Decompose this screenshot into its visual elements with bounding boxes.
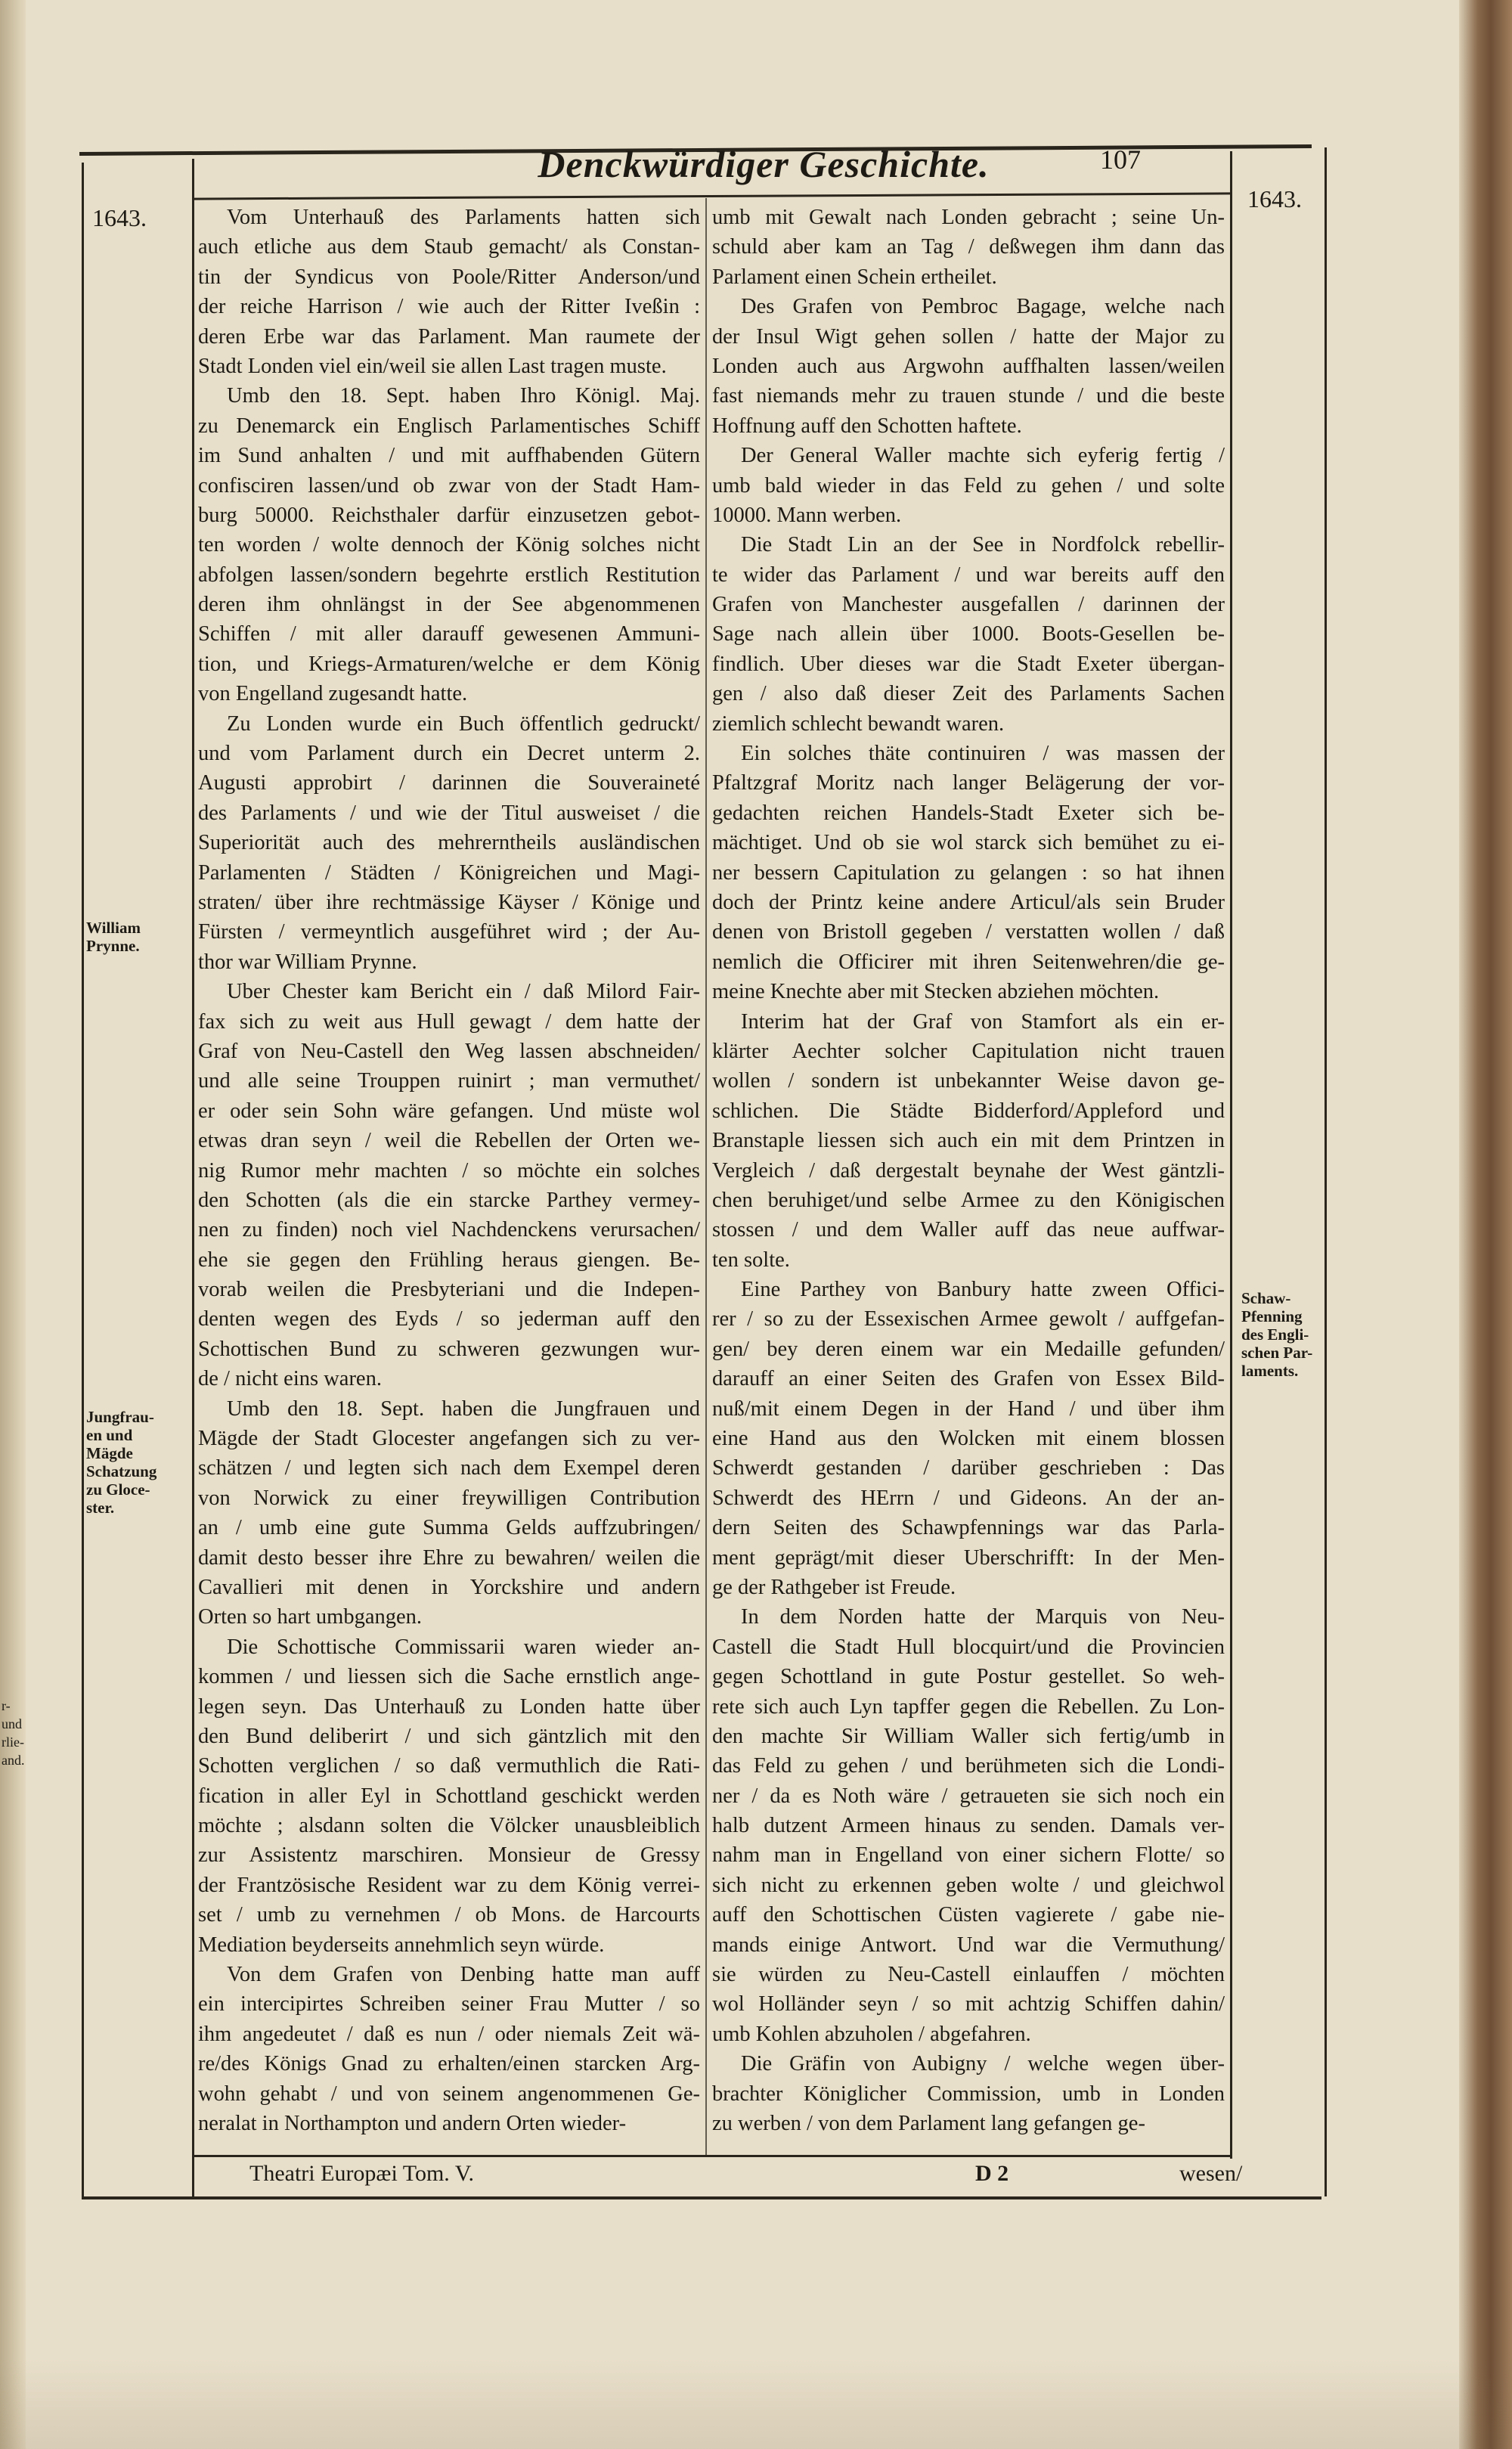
left-text-column [198,203,700,2138]
text-line: gen/ bey deren einem war ein Medaille gefunden/ [712,1337,1225,1361]
text-line: nig Rumor mehr machten / so möchte ein solches [198,1158,700,1183]
text-line: klärter Aechter solcher Capitulation nicht trauen [712,1039,1225,1063]
text-line: tin der Syndicus von Poole/Ritter Anderson/und [198,265,700,289]
text-line: Fürsten / vermeyntlich ausgeführet wird ; der Au- [198,920,700,944]
text-line: ten worden / wolte dennoch der König solches nicht [198,533,700,557]
text-line: Stadt Londen viel ein/weil sie allen Last tragen muste. [198,354,667,378]
note-line: laments. [1241,1362,1299,1380]
text-line: Schiffen / mit aller darauff gewesenen Ammuni- [198,622,700,646]
text-line: damit desto besser ihre Ehre zu bewahren/ weilen die [198,1545,700,1570]
text-line: ner / da es Noth wäre / getraueten sie sich noch ein [712,1784,1225,1808]
text-line: nahm man in Engelland von einer sichern Flotte/ so [712,1843,1225,1868]
text-line: Mediation beyderseits annehmlich seyn würde. [198,1933,605,1957]
text-line: Schottischen Bund zu schweren gezwungen wur- [198,1337,700,1361]
text-line: doch der Printz keine andere Articul/als sein Bruder [712,890,1225,914]
note-line: schen Par- [1241,1344,1313,1362]
text-line: an / umb eine gute Summa Gelds auffzubringen/ [198,1516,700,1540]
text-line: burg 50000. Reichsthaler darfür einzusetzen gebot- [198,503,700,527]
text-line: Parlamenten / Städten / Königreichen und Magi- [198,860,700,885]
text-line: Interim hat der Graf von Stamfort als ein er- [741,1009,1225,1034]
text-line: straten/ über ihre rechtmässige Käyser / Könige und [198,890,700,914]
right-text-column [712,203,1225,2138]
text-line: ihm angedeutet / daß es nun / oder niemals Zeit wä- [198,2022,700,2046]
text-line: fax sich zu weit aus Hull gewagt / dem hatte der [198,1009,700,1034]
note-line: Schatzung [86,1462,157,1480]
text-line: darauff an einer Seiten des Grafen von Essex Bild- [712,1367,1225,1391]
text-line: fast niemands mehr zu trauen stunde / und die beste [712,384,1225,408]
text-line: Hoffnung auff den Schotten haftete. [712,414,1022,438]
text-line: auch etliche aus dem Staub gemacht/ als Constan- [198,235,700,259]
text-line: der Frantzösische Resident war zu dem König verrei- [198,1873,700,1897]
footer-bottom-rule [82,2196,1321,2199]
text-line: ein intercipirtes Schreiben seiner Frau Mutter / so [198,1992,700,2017]
text-line: stossen / und dem Waller auff das neue auffwar- [712,1218,1225,1242]
text-line: eine Hand aus den Wolcken mit einem blossen [712,1427,1225,1451]
text-line: wol Holländer seyn / so mit achtzig Schiffen dahin/ [712,1992,1225,2017]
right-margin-inner-line [1230,151,1232,2159]
text-line: das Feld zu gehen / und berühmeten sich die Londi- [712,1754,1225,1778]
text-line: wollen / sondern ist unbekannter Weise davon ge- [712,1069,1225,1093]
text-line: te wider das Parlament / und war bereits auff den [712,563,1225,587]
text-line: abfolgen lassen/sondern begehrte erstlich Restitution [198,563,700,587]
text-line: den Schotten (als die ein starcke Parthey vermey- [198,1188,700,1212]
text-line: etwas dran seyn / weil die Rebellen der Orten we- [198,1129,700,1153]
text-line: vorab weilen die Presbyteriani und die Indepen- [198,1278,700,1302]
text-line: Cavallieri mit denen in Yorckshire und andern [198,1575,700,1599]
text-line: Branstaple liessen sich auch ein mit dem Printzen in [712,1129,1225,1153]
text-line: und vom Parlament durch ein Decret unterm 2. [198,742,700,766]
text-line: re/des Königs Gnad zu erhalten/einen starcken Arg- [198,2052,700,2076]
text-line: ehe sie gegen den Frühling heraus giengen. Be- [198,1248,700,1272]
text-line: er oder sein Sohn wäre gefangen. Und müste wol [198,1099,700,1123]
footer-book-title: Theatri Europæi Tom. V. [249,2161,475,2186]
note-line: ster. [86,1499,115,1517]
text-line: rer / so zu der Essexischen Armee gewolt / auffgefan- [712,1307,1225,1331]
text-line: Sage nach allein über 1000. Boots-Gesellen be- [712,622,1225,646]
note-line: Schaw- [1241,1289,1291,1307]
text-line: Schwerdt gestanden / darüber geschrieben : Das [712,1456,1225,1480]
text-line: ten solte. [712,1248,790,1272]
note-line: William [86,919,141,937]
text-line: Uber Chester kam Bericht ein / daß Milord Fair- [227,980,700,1004]
text-line: ment geprägt/mit dieser Uberschrifft: In der Men- [712,1545,1225,1570]
fragment-text: und [2,1716,22,1731]
text-line: Castell die Stadt Hull blocquirt/und die Provincien [712,1635,1225,1659]
text-line: umb mit Gewalt nach Londen gebracht ; seine Un- [712,206,1225,229]
text-line: legen seyn. Das Unterhauß zu Londen hatte über [198,1694,700,1719]
text-line: Eine Parthey von Banbury hatte zween Offici- [741,1278,1225,1302]
text-line: den machte Sir William Waller sich fertig/umb in [712,1724,1225,1748]
text-line: rete sich auch Lyn tapffer gegen die Rebellen. Zu Lon- [712,1694,1225,1719]
note-line: Jungfrau- [86,1408,154,1426]
fragment-text: and. [2,1753,25,1768]
text-line: und alle seine Trouppen ruinirt ; man vermuthet/ [198,1069,700,1093]
text-line: Mägde der Stadt Glocester angefangen sich zu ver- [198,1427,700,1451]
text-line: findlich. Uber dieses war die Stadt Exeter übergan- [712,652,1225,676]
text-line: Der General Waller machte sich eyferig fertig / [741,444,1225,468]
text-line: schuld aber kam an Tag / deßwegen ihm dann das [712,235,1225,259]
note-line: des Engli- [1241,1325,1309,1344]
text-line: Zu Londen wurde ein Buch öffentlich gedruckt/ [227,711,700,736]
text-line: Superiorität auch des mehrerntheils ausländischen [198,831,700,855]
page-shading [0,2358,1512,2449]
text-line: deren Erbe war das Parlament. Man raumete der [198,324,700,349]
footer-catchword: wesen/ [1179,2161,1243,2186]
text-line: 10000. Mann werben. [712,503,902,527]
text-line: tion, und Kriegs-Armaturen/welche er dem König [198,652,700,676]
margin-note-schawpfenning [1241,1289,1312,1380]
text-line: Parlament einen Schein ertheilet. [712,265,997,289]
text-line: den Bund deliberirt / und sich gäntzlich mit den [198,1724,700,1748]
text-line: schätzen / und legten sich nach dem Exempel deren [198,1456,700,1480]
text-line: ge der Rathgeber ist Freude. [712,1575,956,1599]
note-line: Pfenning [1241,1307,1303,1325]
text-line: Des Grafen von Pembroc Bagage, welche nach [741,295,1225,319]
text-line: nuß/mit einem Degen in der Hand / und über ihm [712,1397,1225,1421]
text-line: gegen Schottland in gute Postur gestellet. So weh- [712,1665,1225,1689]
text-line: denten wegen des Eyds / so jederman auff den [198,1307,700,1331]
text-line: ziemlich schlecht bewandt waren. [712,711,1005,736]
fragment-text: rlie- [2,1734,24,1750]
book-edge [1459,0,1512,2449]
text-line: gen / also daß dieser Zeit des Parlaments Sachen [712,682,1225,706]
left-margin-inner-line [192,159,194,2196]
text-line: der reiche Harrison / wie auch der Ritter Iveßin : [198,295,700,319]
text-line: im Sund anhalten / und mit auffhabenden Gütern [198,444,700,468]
text-line: nemlich die Officirer mit ihren Seitenwehren/die ge- [712,950,1225,974]
text-line: chen beruhiget/und selbe Armee zu den Königischen [712,1188,1225,1212]
text-line: mächtiget. Und ob sie wol starck sich bemühet zu ei- [712,831,1225,855]
text-line: Die Stadt Lin an der See in Nordfolck rebellir- [741,533,1225,557]
text-line: Londen auch aus Argwohn auffhalten lassen/weilen [712,354,1225,378]
text-line: zu werben / von dem Parlament lang gefangen ge- [712,2112,1145,2135]
fragment-text: r- [2,1698,11,1713]
text-line: meine Knechte aber mit Stecken abziehen möchten. [712,980,1160,1004]
text-line: Umb den 18. Sept. haben die Jungfrauen und [227,1397,700,1421]
text-line: Vergleich / daß dergestalt beynahe der West gäntzli- [712,1158,1225,1183]
note-line: en und [86,1426,133,1444]
text-line: sie würden zu Neu-Castell einlauffen / möchten [712,1963,1225,1987]
left-margin-outer-line [82,163,84,2196]
text-line: denen von Bristoll gegeben / verstatten wollen / daß [712,920,1225,944]
text-line: nen zu finden) noch viel Nachdenckens verursachen/ [198,1218,700,1242]
text-line: dern Seiten des Schawpfennings war das Parla- [712,1516,1225,1540]
left-margin-year: 1643. [92,204,147,231]
text-line: deren ihm ohnlängst in der See abgenommenen [198,593,700,617]
text-line: Von dem Grafen von Denbing hatte man auff [227,1963,700,1987]
text-line: zur Assistentz marschiren. Monsieur de Gressy [198,1843,700,1868]
note-line: Prynne. [86,937,140,955]
text-line: In dem Norden hatte der Marquis von Neu- [741,1605,1225,1629]
right-margin-outer-line [1325,147,1327,2196]
running-title: Denckwürdiger Geschichte. [538,143,990,185]
text-line: schlichen. Die Städte Bidderford/Appleford und [712,1099,1225,1123]
text-line: ner bessern Capitulation zu gelangen : so hat ihnen [712,860,1225,885]
text-line: confisciren lassen/und ob zwar von der Stadt Ham- [198,473,700,498]
text-line: thor war William Prynne. [198,950,417,974]
text-line: Augusti approbirt / darinnen die Souveraineté [198,771,700,795]
right-margin-year: 1643. [1247,185,1302,212]
text-line: auff den Schottischen Cüsten vagierete / gabe nie- [712,1903,1225,1927]
margin-note-jungfrauen [86,1408,156,1517]
column-divider [705,198,707,2156]
text-line: umb bald wieder in das Feld zu gehen / und solte [712,473,1225,498]
text-line: Pfaltzgraf Moritz nach langer Belägerung der vor- [712,771,1225,795]
text-line: kommen / und liessen sich die Sache ernstlich ange- [198,1665,700,1689]
text-line: de / nicht eins waren. [198,1367,382,1391]
text-line: Grafen von Manchester ausgefallen / darinnen der [712,593,1225,617]
header-bottom-rule [193,192,1232,200]
text-line: Orten so hart umbgangen. [198,1605,423,1629]
note-line: Mägde [86,1444,133,1462]
text-line: von Engelland zugesandt hatte. [198,682,468,706]
footer-signature: D 2 [975,2161,1009,2186]
margin-note-william-prynne [86,919,141,955]
text-line: wohn gehabt / und von seinem angenommenen Ge- [198,2082,700,2106]
text-line: Die Gräfin von Aubigny / welche wegen über- [741,2052,1225,2076]
text-line: zu Denemarck ein Englisch Parlamentisches Schiff [198,414,700,438]
text-line: sich nicht zu erkennen geben wolte / und gleichwol [712,1873,1225,1897]
page-number: 107 [1100,144,1141,175]
text-line: Umb den 18. Sept. haben Ihro Königl. Maj. [227,384,700,408]
text-line: Die Schottische Commissarii waren wieder an- [227,1635,700,1659]
text-line: Schotten verglichen / so daß vermuthlich die Rati- [198,1754,700,1778]
text-line: fication in aller Eyl in Schottland geschickt werden [198,1784,700,1808]
text-line: des Parlaments / und wie der Titul ausweiset / die [198,801,700,825]
text-line: neralat in Northampton und andern Orten wieder- [198,2112,627,2135]
text-line: möchte ; alsdann solten die Völcker unausbleiblich [198,1814,700,1838]
text-line: set / umb zu vernehmen / ob Mons. de Harcourts [198,1903,700,1927]
text-line: mands einige Antwort. Und war die Vermuthung/ [712,1933,1225,1957]
note-line: zu Gloce- [86,1480,150,1499]
text-line: von Norwick zu einer freywilligen Contribution [198,1486,700,1510]
text-line: Schwerdt des HErrn / und Gideons. An der an- [712,1486,1225,1510]
text-line: Vom Unterhauß des Parlaments hatten sich [227,206,700,229]
page-spine [0,0,26,2449]
footer-top-rule [193,2155,1232,2157]
text-line: Ein solches thäte continuiren / was massen der [741,742,1225,766]
text-line: gedachten reichen Handels-Stadt Exeter sich be- [712,801,1225,825]
text-line: umb Kohlen abzuholen / abgefahren. [712,2022,1031,2046]
text-line: brachter Königlicher Commission, umb in Londen [712,2082,1225,2106]
text-line: Graf von Neu-Castell den Weg lassen abschneiden/ [198,1039,700,1063]
text-line: der Insul Wigt gehen sollen / hatte der Major zu [712,324,1225,349]
text-line: halb dutzent Armeen hinaus zu senden. Damals ver- [712,1814,1225,1838]
